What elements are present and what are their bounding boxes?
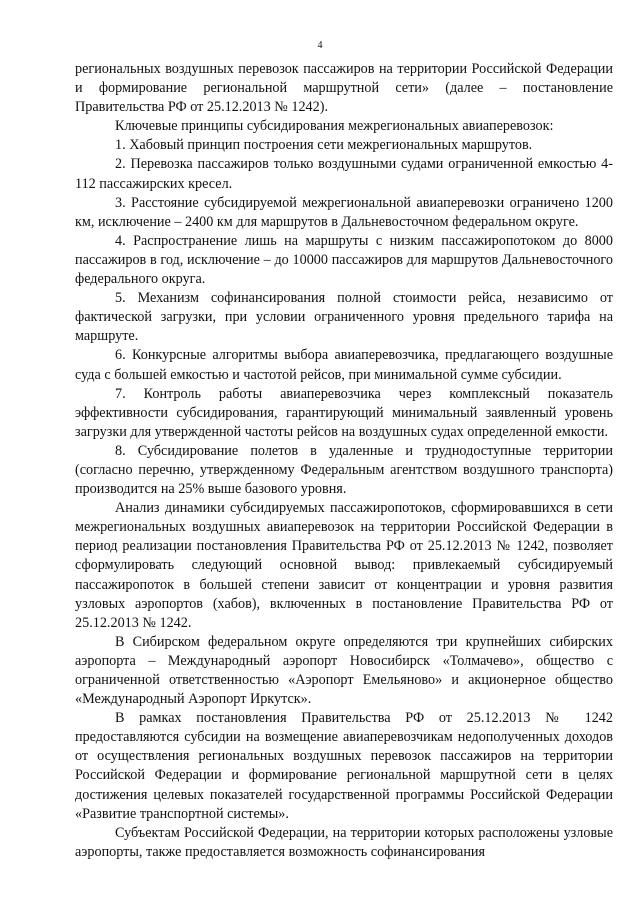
list-item-principle-8: 8. Субсидирование полетов в удаленные и труднодоступные территории (согласно перечню, утвержденному Федеральным агентством воздушного транспорта) производится на 25% выше базового уровня. [75,442,613,498]
list-item-principle-2: 2. Перевозка пассажиров только воздушными судами ограниченной емкостью 4-112 пассажирских кресел. [75,156,613,192]
paragraph-continuation: региональных воздушных перевозок пассажиров на территории Российской Федерации и формирование региональной маршрутной сети» (далее – постановление Правительства РФ от 25.12.2013 № 1242). [75,61,613,116]
list-item-principle-5: 5. Механизм софинансирования полной стоимости рейса, независимо от фактической загрузки, при условии ограниченного уровня предельного тарифа на маршруте. [75,290,613,345]
paragraph-siberian-airports: В Сибирском федеральном округе определяются три крупнейших сибирских аэропорта – Международный аэропорт Новосибирск «Толмачево», общество с ограниченной ответственностью «Аэропорт Емельяново» и акционерное общество «Международный Аэропорт Иркутск». [75,633,613,708]
document-body [75,60,613,862]
paragraph-subsidies: В рамках постановления Правительства РФ от 25.12.2013 № 1242 предоставляются субсидии на возмещение авиаперевозчикам недополученных доходов от осуществления региональных воздушных перевозок пассажиров на территории Российской Федерации и формирование региональной маршрутной сети в целях достижения целевых показателей государственной программы Российской Федерации «Развитие транспортной системы». [75,710,613,822]
list-item-principle-6: 6. Конкурсные алгоритмы выбора авиаперевозчика, предлагающего воздушные суда с большей емкостью и частотой рейсов, при минимальной сумме субсидии. [75,347,613,383]
paragraph-cofinancing: Субъектам Российской Федерации, на территории которых расположены узловые аэропорты, также предоставляется возможность софинансирования [75,824,613,860]
page-number: 4 [317,40,323,51]
list-item-principle-1: 1. Хабовый принцип построения сети межрегиональных маршрутов. [115,137,533,154]
paragraph-principles-intro: Ключевые принципы субсидирования межрегиональных авиаперевозок: [115,118,554,135]
list-item-principle-7: 7. Контроль работы авиаперевозчика через комплексный показатель эффективности субсидирования, гарантирующий минимальный заявленный уровень загрузки для утвержденной частоты рейсов на воздушных судах определенной емкости. [75,385,613,440]
list-item-principle-3: 3. Расстояние субсидируемой межрегиональной авиаперевозки ограничено 1200 км, исключение – 2400 км для маршрутов в Дальневосточном федеральном округе. [75,194,613,230]
list-item-principle-4: 4. Распространение лишь на маршруты с низким пассажиропотоком до 8000 пассажиров в год, исключение – до 10000 пассажиров для маршрутов Дальневосточного федерального округа. [75,232,613,288]
paragraph-analysis: Анализ динамики субсидируемых пассажиропотоков, сформировавшихся в сети межрегиональных воздушных авиаперевозок на территории Российской Федерации в период реализации постановления Правительства РФ от 25.12.2013 № 1242, позволяет сформулировать следующий основной вывод: привлекаемый субсидируемый пассажиропоток в большей степени зависит от концентрации и уровня развития узловых аэропортов (хабов), включенных в постановление Правительства РФ от 25.12.2013 № 1242. [75,500,613,631]
